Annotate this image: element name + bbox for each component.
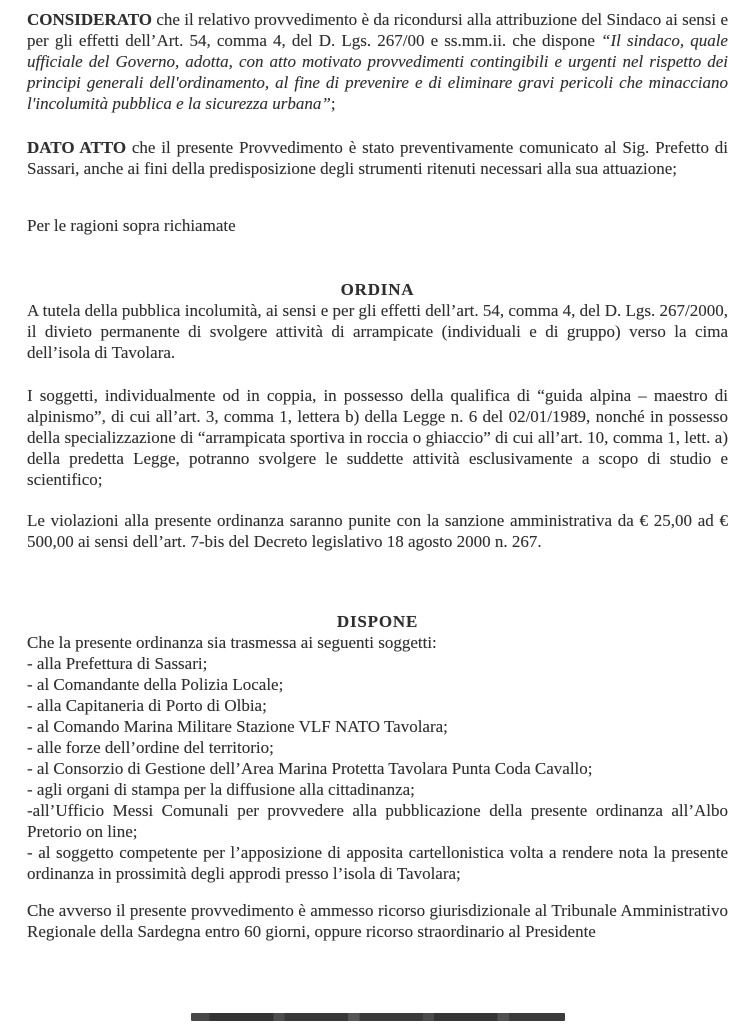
dato-atto-text: che il presente Provvedimento è stato preventivamente comunicato al Sig. Prefetto di Sassari, anche ai fini della predisposizione degli strumenti ritenuti necessari alla sua attuazione; bbox=[27, 138, 728, 178]
cutoff-text-line bbox=[191, 1013, 565, 1021]
considerato-label: CONSIDERATO bbox=[27, 10, 153, 29]
recipient-item: - al soggetto competente per l’apposizione di apposita cartellonistica volta a rendere nota la presente ordinanza in prossimità degli approdi presso l’isola di Tavolara; bbox=[27, 843, 728, 883]
quote-terminator: ; bbox=[330, 94, 336, 113]
recipient-item: - al Consorzio di Gestione dell’Area Marina Protetta Tavolara Punta Coda Cavallo; bbox=[27, 759, 593, 778]
recipient-item: - alle forze dell’ordine del territorio; bbox=[27, 738, 274, 757]
premise-line: Per le ragioni sopra richiamate bbox=[27, 216, 236, 235]
recipient-item: - al Comando Marina Militare Stazione VLF NATO Tavolara; bbox=[27, 717, 448, 736]
recipient-item: - alla Capitaneria di Porto di Olbia; bbox=[27, 696, 267, 715]
recipient-item: -all’Ufficio Messi Comunali per provvedere alla pubblicazione della presente ordinanza all’Albo Pretorio on line; bbox=[27, 801, 728, 841]
ricorso-paragraph: Che avverso il presente provvedimento è ammesso ricorso giurisdizionale al Tribunale Amministrativo Regionale della Sardegna entro 60 giorni, oppure ricorso straordinario al Presidente bbox=[27, 901, 728, 941]
ordina-paragraph-tutela: A tutela della pubblica incolumità, ai sensi e per gli effetti dell’art. 54, comma 4, del D. Lgs. 267/2000, il divieto permanente di svolgere attività di arrampicate (individuali e di gruppo) verso la cima dell’isola di Tavolara. bbox=[27, 301, 728, 362]
dispone-intro: Che la presente ordinanza sia trasmessa ai seguenti soggetti: bbox=[27, 633, 437, 652]
paragraph-dato-atto bbox=[27, 137, 728, 179]
recipient-item: - alla Prefettura di Sassari; bbox=[27, 654, 208, 673]
recipient-list bbox=[27, 632, 728, 884]
ordina-paragraph-soggetti: I soggetti, individualmente od in coppia, in possesso della qualifica di “guida alpina – maestro di alpinismo”, di cui all’art. 3, comma 1, lettera b) della Legge n. 6 del 02/01/1989, nonché in possesso della specializzazione di “arrampicata sportiva in roccia o ghiaccio” di cui all’art. 10, comma 1, lett. a) della predetta Legge, potranno svolgere le suddette attività esclusivamente a scopo di studio e scientifico; bbox=[27, 386, 728, 489]
paragraph-considerato bbox=[27, 9, 728, 114]
recipient-item: - agli organi di stampa per la diffusione alla cittadinanza; bbox=[27, 780, 415, 799]
considerato-text: che il relativo provvedimento è da ricondursi alla attribuzione del Sindaco ai sensi e per gli effetti dell’Art. 54, comma 4, del D. Lgs. 267/00 e ss.mm.ii. che dispone bbox=[27, 10, 728, 50]
dispone-heading: DISPONE bbox=[336, 612, 419, 631]
recipient-item: - al Comandante della Polizia Locale; bbox=[27, 675, 284, 694]
dato-atto-label: DATO ATTO bbox=[27, 138, 127, 157]
ordina-heading: ORDINA bbox=[340, 280, 415, 299]
ordina-paragraph-violazioni: Le violazioni alla presente ordinanza saranno punite con la sanzione amministrativa da € 25,00 ad € 500,00 ai sensi dell’art. 7-bis del Decreto legislativo 18 agosto 2000 n. 267. bbox=[27, 511, 728, 551]
legal-quote: “Il sindaco, quale ufficiale del Governo, adotta, con atto motivato provvedimenti contingibili e urgenti nel rispetto dei principi generali dell'ordinamento, al fine di prevenire e di eliminare gravi pericoli che minacciano l'incolumità pubblica e la sicurezza urbana” bbox=[27, 31, 728, 113]
